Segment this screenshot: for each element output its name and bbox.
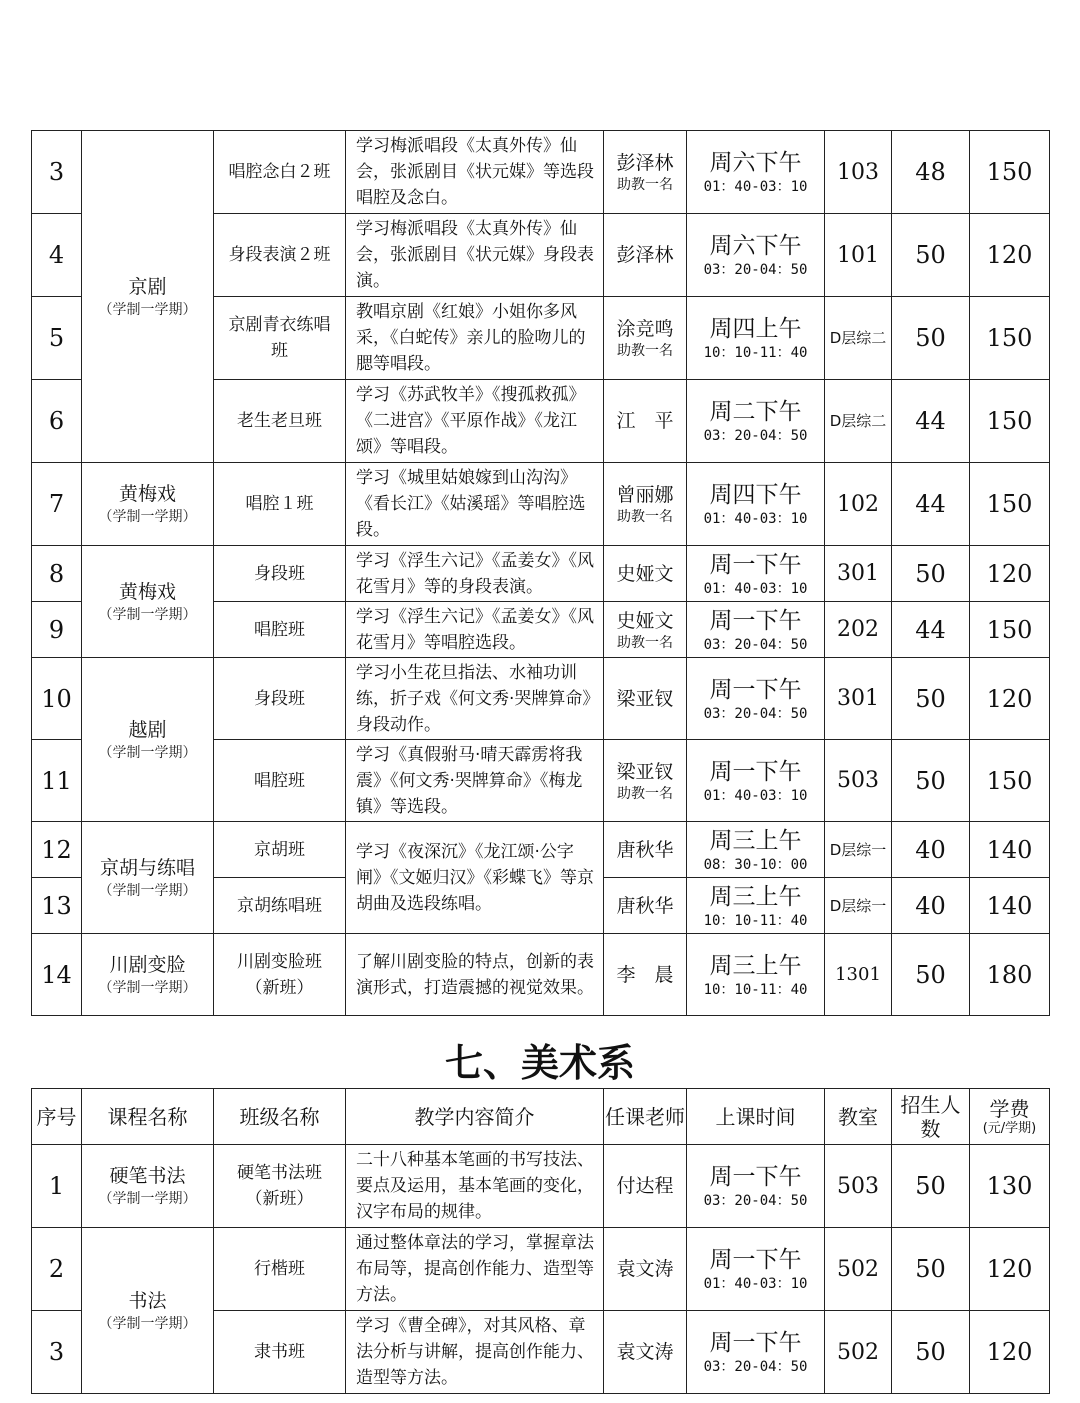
class-day: 周一下午 (709, 1164, 802, 1190)
header-description: 教学内容简介 (346, 1089, 604, 1145)
teacher-name: 李 晨 (616, 963, 674, 986)
class-hours: 01：40-03：10 (703, 511, 808, 527)
classroom: 301 (825, 658, 892, 740)
table-row (32, 131, 1050, 214)
class-time (687, 546, 825, 602)
enrollment-capacity: 50 (892, 546, 970, 602)
classroom: D层综一 (825, 878, 892, 934)
row-no: 9 (32, 602, 82, 658)
class-name: 川剧变脸班（新班） (214, 934, 346, 1016)
class-name: 身段表演２班 (214, 214, 346, 297)
course-category (82, 546, 214, 658)
course-category (82, 131, 214, 463)
course-description: 学习《城里姑娘嫁到山沟沟》《看长江》《姑溪瑶》等唱腔选段。 (346, 463, 604, 546)
table-row (32, 1145, 1050, 1228)
class-hours: 03：20-04：50 (703, 1359, 808, 1375)
tuition-fee: 120 (970, 214, 1050, 297)
assistant-note: 助教一名 (617, 785, 673, 802)
class-name: 身段班 (214, 658, 346, 740)
class-name: 隶书班 (214, 1311, 346, 1394)
tuition-fee: 150 (970, 740, 1050, 822)
teacher-name: 江 平 (616, 410, 674, 432)
category-name: 硬笔书法 (109, 1165, 186, 1187)
class-hours: 01：40-03：10 (703, 787, 808, 804)
row-no: 14 (32, 934, 82, 1016)
category-name: 越剧 (128, 718, 167, 741)
course-description: 学习梅派唱段《太真外传》仙会，张派剧目《状元媒》身段表演。 (346, 214, 604, 297)
teacher-name: 曾丽娜 (616, 484, 674, 506)
enrollment-capacity: 44 (892, 380, 970, 463)
class-name: 京剧青衣练唱班 (214, 297, 346, 380)
class-time (687, 658, 825, 740)
teacher-name: 彭泽林 (616, 244, 674, 266)
row-no: 1 (32, 1145, 82, 1228)
class-hours: 10：10-11：40 (703, 981, 808, 998)
class-time (687, 1228, 825, 1311)
course-description: 学习《夜深沉》《龙江颂·公字闸》《文姬归汉》《彩蝶飞》等京胡曲及选段练唱。 (346, 822, 604, 934)
enrollment-capacity: 40 (892, 878, 970, 934)
teacher-cell (604, 463, 687, 546)
category-term: （学制一学期） (98, 744, 197, 761)
row-no: 7 (32, 463, 82, 546)
category-name: 黄梅戏 (118, 483, 176, 505)
class-hours: 03：20-04：50 (703, 428, 808, 444)
row-no: 3 (32, 1311, 82, 1394)
tuition-fee: 120 (970, 1311, 1050, 1394)
row-no: 11 (32, 740, 82, 822)
course-description: 二十八种基本笔画的书写技法、要点及运用，基本笔画的变化，汉字布局的规律。 (346, 1145, 604, 1228)
class-name: 唱腔班 (214, 740, 346, 822)
class-name: 硬笔书法班（新班） (214, 1145, 346, 1228)
class-name: 行楷班 (214, 1228, 346, 1311)
class-time (687, 822, 825, 878)
enrollment-capacity: 50 (892, 934, 970, 1016)
enrollment-capacity: 50 (892, 740, 970, 822)
table-row (32, 463, 1050, 546)
class-hours: 03：20-04：50 (703, 1193, 808, 1209)
row-no: 12 (32, 822, 82, 878)
class-day: 周六下午 (709, 150, 802, 176)
class-day: 周四下午 (709, 482, 802, 508)
category-term: （学制一学期） (98, 882, 197, 899)
teacher-cell (604, 214, 687, 297)
category-term: （学制一学期） (98, 509, 197, 525)
class-day: 周一下午 (709, 758, 802, 785)
enrollment-capacity: 48 (892, 131, 970, 214)
class-name: 老生老旦班 (214, 380, 346, 463)
table-row (32, 658, 1050, 740)
enrollment-capacity: 40 (892, 822, 970, 878)
table-row (32, 822, 1050, 878)
assistant-note: 助教一名 (617, 634, 673, 651)
class-hours: 08：30-10：00 (703, 856, 808, 873)
opera-course-table (31, 130, 1050, 1016)
assistant-note: 助教一名 (617, 177, 673, 193)
class-name: 唱腔班 (214, 602, 346, 658)
class-hours: 03：20-04：50 (703, 262, 808, 278)
header-no: 序号 (32, 1089, 82, 1145)
class-day: 周一下午 (709, 676, 802, 703)
class-name: 京胡练唱班 (214, 878, 346, 934)
class-time (687, 1311, 825, 1394)
enrollment-capacity: 50 (892, 658, 970, 740)
enrollment-capacity: 44 (892, 602, 970, 658)
tuition-fee: 120 (970, 658, 1050, 740)
course-description: 通过整体章法的学习，掌握章法布局等，提高创作能力、造型等方法。 (346, 1228, 604, 1311)
row-no: 2 (32, 1228, 82, 1311)
tuition-fee: 150 (970, 463, 1050, 546)
teacher-cell (604, 740, 687, 822)
teacher-name: 史娅文 (616, 609, 674, 632)
class-day: 周六下午 (709, 233, 802, 259)
row-no: 13 (32, 878, 82, 934)
class-name: 京胡班 (214, 822, 346, 878)
header-fee-label: 学费 (989, 1096, 1030, 1121)
course-description: 学习《苏武牧羊》《搜孤救孤》《二进宫》《平原作战》《龙江颂》等唱段。 (346, 380, 604, 463)
tuition-fee: 120 (970, 546, 1050, 602)
row-no: 4 (32, 214, 82, 297)
course-description: 学习小生花旦指法、水袖功训练，折子戏《何文秀·哭牌算命》身段动作。 (346, 658, 604, 740)
course-category (82, 1145, 214, 1228)
category-term: （学制一学期） (98, 1191, 197, 1207)
teacher-cell (604, 380, 687, 463)
header-time: 上课时间 (687, 1089, 825, 1145)
class-hours: 01：40-03：10 (703, 580, 808, 597)
tuition-fee: 150 (970, 297, 1050, 380)
class-time (687, 934, 825, 1016)
course-category (82, 822, 214, 934)
course-category (82, 934, 214, 1016)
classroom: 502 (825, 1311, 892, 1394)
class-day: 周一下午 (709, 1330, 802, 1356)
tuition-fee: 140 (970, 878, 1050, 934)
header-capacity: 招生人数 (892, 1089, 970, 1145)
tuition-fee: 150 (970, 131, 1050, 214)
classroom: 503 (825, 740, 892, 822)
class-day: 周三上午 (709, 827, 802, 854)
row-no: 6 (32, 380, 82, 463)
classroom: D层综二 (825, 297, 892, 380)
section-title: 七、美术系 (444, 1040, 635, 1085)
class-day: 周四上午 (709, 316, 802, 342)
table-row (32, 1228, 1050, 1311)
class-name: 身段班 (214, 546, 346, 602)
category-term: （学制一学期） (98, 1315, 197, 1332)
course-description: 学习《浮生六记》《孟姜女》《风花雪月》等唱腔选段。 (346, 602, 604, 658)
course-description: 学习《真假驸马·晴天霹雳将我震》《何文秀·哭牌算命》《梅龙镇》等选段。 (346, 740, 604, 822)
course-description: 学习《曹全碑》，对其风格、章法分析与讲解，提高创作能力、造型等方法。 (346, 1311, 604, 1394)
category-term: （学制一学期） (98, 979, 197, 996)
teacher-name: 史娅文 (616, 562, 674, 585)
course-description: 教唱京剧《红娘》小姐你多风采，《白蛇传》亲儿的脸吻儿的腮等唱段。 (346, 297, 604, 380)
class-day: 周一下午 (709, 551, 802, 578)
course-category (82, 463, 214, 546)
enrollment-capacity: 50 (892, 1228, 970, 1311)
enrollment-capacity: 50 (892, 214, 970, 297)
category-term: （学制一学期） (98, 301, 197, 318)
enrollment-capacity: 50 (892, 1145, 970, 1228)
teacher-name: 涂竞鸣 (616, 318, 674, 340)
teacher-cell (604, 1311, 687, 1394)
row-no: 8 (32, 546, 82, 602)
classroom: D层综一 (825, 822, 892, 878)
assistant-note: 助教一名 (617, 343, 673, 359)
classroom: D层综二 (825, 380, 892, 463)
row-no: 5 (32, 297, 82, 380)
teacher-name: 唐秋华 (616, 894, 674, 917)
header-course: 课程名称 (82, 1089, 214, 1145)
row-no: 10 (32, 658, 82, 740)
teacher-cell (604, 934, 687, 1016)
teacher-name: 唐秋华 (616, 838, 674, 861)
class-day: 周一下午 (709, 607, 802, 634)
course-category (82, 1228, 214, 1394)
teacher-cell (604, 822, 687, 878)
course-description: 学习《浮生六记》《孟姜女》《风花雪月》等的身段表演。 (346, 546, 604, 602)
teacher-cell (604, 1145, 687, 1228)
header-room: 教室 (825, 1089, 892, 1145)
tuition-fee: 180 (970, 934, 1050, 1016)
class-hours: 01：40-03：10 (703, 1276, 808, 1292)
teacher-cell (604, 297, 687, 380)
class-time (687, 131, 825, 214)
classroom: 202 (825, 602, 892, 658)
class-hours: 10：10-11：40 (703, 912, 808, 929)
class-time (687, 297, 825, 380)
category-name: 川剧变脸 (109, 953, 186, 976)
class-time (687, 214, 825, 297)
teacher-cell (604, 1228, 687, 1311)
header-fee-unit: (元/学期) (982, 1120, 1037, 1136)
tuition-fee: 130 (970, 1145, 1050, 1228)
teacher-cell (604, 602, 687, 658)
teacher-name: 彭泽林 (616, 152, 674, 174)
category-name: 书法 (128, 1289, 167, 1312)
class-day: 周二下午 (709, 399, 802, 425)
course-description: 了解川剧变脸的特点，创新的表演形式，打造震撼的视觉效果。 (346, 934, 604, 1016)
classroom: 503 (825, 1145, 892, 1228)
class-hours: 01：40-03：10 (703, 179, 808, 195)
enrollment-capacity: 44 (892, 463, 970, 546)
category-name: 黄梅戏 (118, 580, 176, 603)
class-time (687, 602, 825, 658)
teacher-cell (604, 658, 687, 740)
category-term: （学制一学期） (98, 606, 197, 623)
tuition-fee: 140 (970, 822, 1050, 878)
header-fee (970, 1089, 1050, 1145)
classroom: 102 (825, 463, 892, 546)
classroom: 1301 (825, 934, 892, 1016)
class-name: 唱腔念白２班 (214, 131, 346, 214)
class-time (687, 878, 825, 934)
class-day: 周三上午 (709, 883, 802, 910)
category-name: 京胡与练唱 (99, 856, 195, 879)
classroom: 502 (825, 1228, 892, 1311)
assistant-note: 助教一名 (617, 509, 673, 525)
teacher-name: 袁文涛 (616, 1258, 674, 1280)
course-description: 学习梅派唱段《太真外传》仙会，张派剧目《状元媒》等选段唱腔及念白。 (346, 131, 604, 214)
class-time (687, 1145, 825, 1228)
table-row (32, 546, 1050, 602)
class-name: 唱腔１班 (214, 463, 346, 546)
class-hours: 03：20-04：50 (703, 636, 808, 653)
table-row (32, 934, 1050, 1016)
classroom: 103 (825, 131, 892, 214)
teacher-cell (604, 131, 687, 214)
class-time (687, 380, 825, 463)
tuition-fee: 150 (970, 380, 1050, 463)
tuition-fee: 150 (970, 602, 1050, 658)
teacher-cell (604, 878, 687, 934)
class-day: 周三上午 (709, 952, 802, 979)
class-time (687, 463, 825, 546)
teacher-name: 梁亚钗 (616, 687, 674, 710)
table-header-row (32, 1089, 1050, 1145)
teacher-cell (604, 546, 687, 602)
class-hours: 10：10-11：40 (703, 345, 808, 361)
art-course-table (31, 1088, 1050, 1394)
classroom: 101 (825, 214, 892, 297)
row-no: 3 (32, 131, 82, 214)
enrollment-capacity: 50 (892, 297, 970, 380)
tuition-fee: 120 (970, 1228, 1050, 1311)
category-name: 京剧 (128, 275, 167, 298)
class-time (687, 740, 825, 822)
teacher-name: 袁文涛 (616, 1341, 674, 1363)
teacher-name: 付达程 (616, 1175, 674, 1197)
header-teacher: 任课老师 (604, 1089, 687, 1145)
enrollment-capacity: 50 (892, 1311, 970, 1394)
classroom: 301 (825, 546, 892, 602)
course-category (82, 658, 214, 822)
class-day: 周一下午 (709, 1247, 802, 1273)
class-hours: 03：20-04：50 (703, 705, 808, 722)
header-class: 班级名称 (214, 1089, 346, 1145)
teacher-name: 梁亚钗 (616, 760, 674, 783)
